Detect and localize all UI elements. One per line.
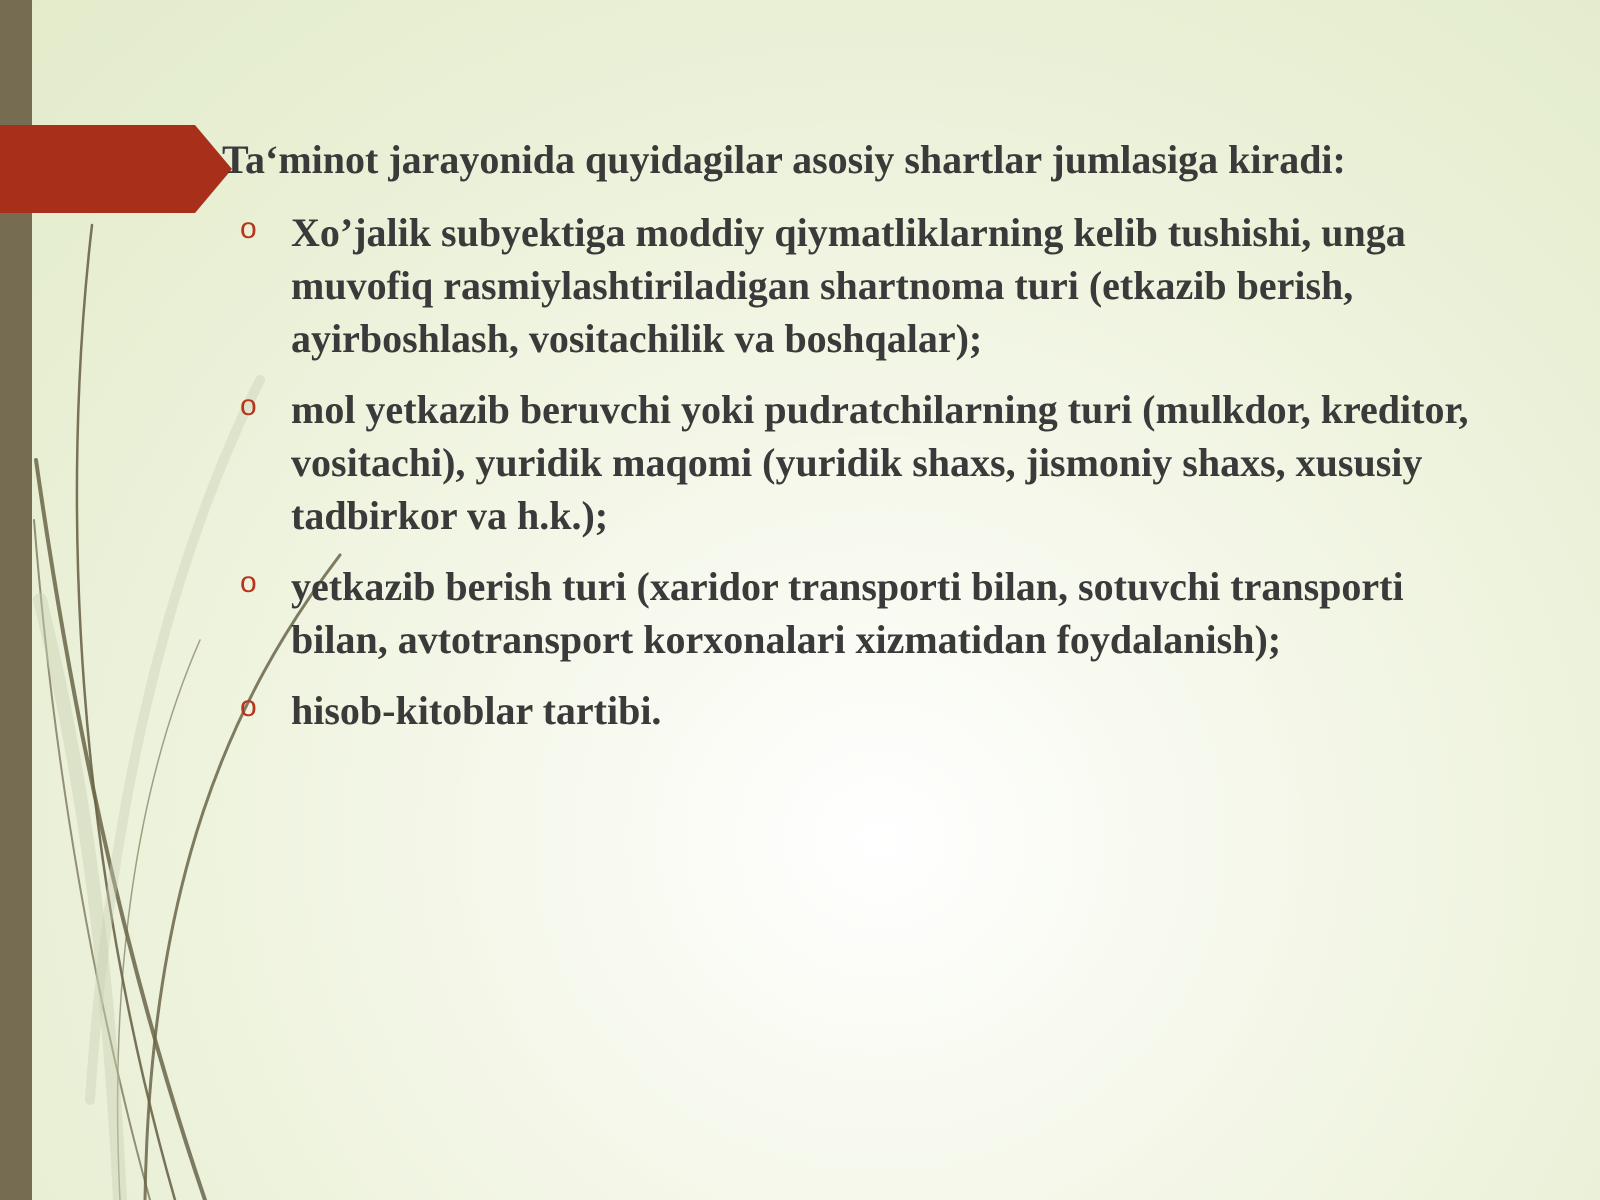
bullet-marker-icon: o xyxy=(240,212,257,245)
bullet-text: Xo’jalik subyektiga moddiy qiymatliklarning kelib tushishi, unga muvofiq rasmiylashtiriladigan shartnoma turi (etkazib berish, ayirboshlash, vositachilik va boshqalar); xyxy=(291,210,1406,361)
bullet-text: yetkazib berish turi (xaridor transporti bilan, sotuvchi transporti bilan, avtotransport korxonalari xizmatidan foydalanish); xyxy=(291,564,1404,662)
bullet-item-2 xyxy=(240,383,1470,542)
bullet-item-4 xyxy=(240,684,1470,737)
bullet-list xyxy=(240,206,1470,755)
title-marker-shape xyxy=(0,125,232,213)
bullet-marker-icon: o xyxy=(240,389,257,422)
bullet-text: mol yetkazib beruvchi yoki pudratchilarning turi (mulkdor, kreditor, vositachi), yuridik maqomi (yuridik shaxs, jismoniy shaxs, xususiy tadbirkor va h.k.); xyxy=(291,387,1469,538)
bullet-text: hisob-kitoblar tartibi. xyxy=(291,688,662,733)
bullet-item-3 xyxy=(240,560,1470,666)
bullet-marker-icon: o xyxy=(240,566,257,599)
bullet-marker-icon: o xyxy=(240,690,257,723)
slide-title: Ta‘minot jarayonida quyidagilar asosiy shartlar jumlasiga kiradi: xyxy=(222,137,1346,182)
bullet-item-1 xyxy=(240,206,1470,365)
